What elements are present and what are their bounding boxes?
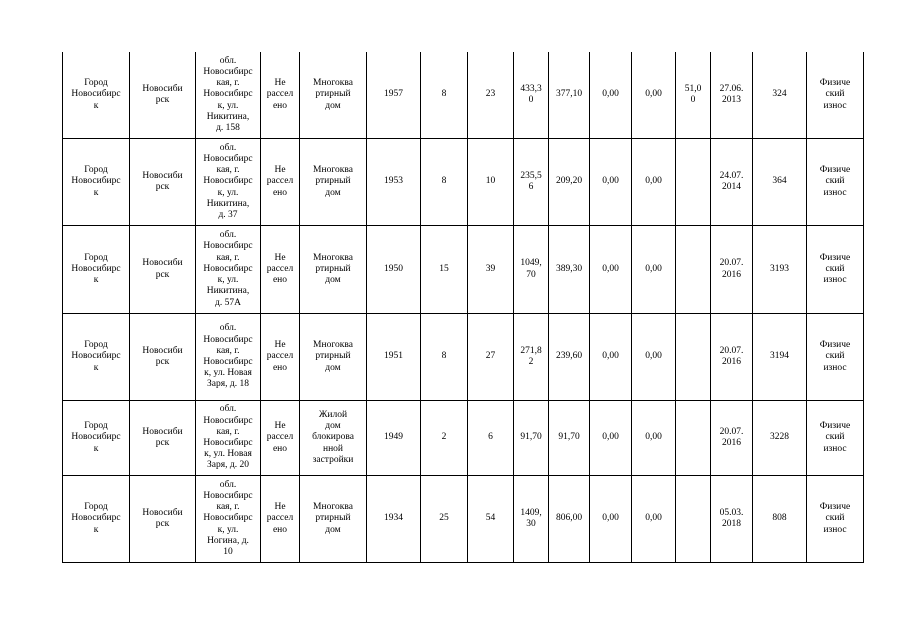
table-row [63,226,864,314]
area-living-cell [549,476,590,563]
area-private-text: 0,00 [602,513,619,524]
table-row [63,476,864,563]
table-row [63,401,864,476]
area-municipal-text: 0,00 [645,351,662,362]
area-municipal-text: 0,00 [645,176,662,187]
area-living-cell [549,139,590,226]
status-text: Не рассел ено [266,165,294,198]
floors-cell [421,139,468,226]
city-text: Город Новосибирс к [71,78,121,111]
district-text: Новосиби рск [142,258,183,280]
decision-number-text: 364 [772,176,787,187]
area-total-text: 235,5 6 [520,170,542,192]
building-type-text: Многоква ртирный дом [313,78,353,111]
status-cell [261,314,300,401]
residents-cell [468,314,514,401]
city-cell [63,314,130,401]
area-living-cell [549,314,590,401]
area-municipal-cell [632,52,676,139]
decision-number-text: 3194 [770,351,789,362]
decision-number-text: 324 [772,89,787,100]
area-living-cell [549,226,590,314]
building-type-cell [300,314,367,401]
reason-cell [807,52,864,139]
status-cell [261,226,300,314]
year-cell [367,314,421,401]
decision-date-text: 20.07. 2016 [719,345,744,367]
address-text: обл. Новосибирс кая, г. Новосибирс к, ул. Новая Заря, д. 20 [203,404,253,471]
table-row [63,52,864,139]
decision-date-text: 27.06. 2013 [719,83,744,105]
address-text: обл. Новосибирс кая, г. Новосибирс к, ул. Новая Заря, д. 18 [203,323,253,390]
floors-cell [421,314,468,401]
reason-text: Физиче ский износ [819,502,851,535]
area-living-cell [549,52,590,139]
area-living-text: 209,20 [555,176,583,187]
area-private-cell [590,226,632,314]
area-private-text: 0,00 [602,89,619,100]
table-body [63,52,864,563]
floors-text: 2 [441,432,447,443]
area-total-text: 433,3 0 [520,83,542,105]
area-total-cell [514,476,549,563]
building-type-cell [300,226,367,314]
status-cell [261,401,300,476]
address-text: обл. Новосибирс кая, г. Новосибирс к, ул. Никитина, д. 158 [203,55,253,133]
residents-cell [468,52,514,139]
floors-cell [421,226,468,314]
city-cell [63,226,130,314]
area-other-cell [676,314,711,401]
building-type-cell [300,476,367,563]
city-text: Город Новосибирс к [71,252,121,286]
area-private-cell [590,314,632,401]
residents-cell [468,226,514,314]
decision-date-cell [711,401,753,476]
building-type-text: Жилой дом блокирова нной застройки [312,409,354,465]
year-text: 1934 [384,513,403,524]
residents-text: 10 [485,176,496,187]
area-municipal-cell [632,476,676,563]
area-total-cell [514,401,549,476]
residents-cell [468,139,514,226]
building-type-cell [300,52,367,139]
decision-date-text: 20.07. 2016 [719,258,744,280]
status-text: Не рассел ено [266,502,294,535]
address-cell [196,314,261,401]
status-cell [261,476,300,563]
area-total-cell [514,139,549,226]
area-living-text: 91,70 [558,432,580,443]
reason-text: Физиче ский износ [819,340,851,373]
reason-cell [807,401,864,476]
area-other-cell [676,226,711,314]
floors-cell [421,401,468,476]
area-living-text: 239,60 [555,351,583,362]
year-cell [367,226,421,314]
decision-date-cell [711,139,753,226]
city-text: Город Новосибирс к [71,502,121,535]
address-cell [196,52,261,139]
year-text: 1949 [384,432,403,443]
residents-text: 23 [485,89,496,100]
table-row [63,139,864,226]
decision-number-cell [753,476,807,563]
status-cell [261,52,300,139]
area-private-cell [590,401,632,476]
district-cell [130,314,196,401]
district-text: Новосиби рск [142,170,183,192]
year-cell [367,401,421,476]
city-text: Город Новосибирс к [71,421,121,454]
area-municipal-text: 0,00 [645,263,662,274]
area-municipal-text: 0,00 [645,89,662,100]
area-municipal-cell [632,226,676,314]
decision-number-cell [753,52,807,139]
status-text: Не рассел ено [266,252,294,286]
district-cell [130,226,196,314]
decision-number-text: 3193 [770,263,789,274]
building-type-cell [300,401,367,476]
area-private-cell [590,52,632,139]
decision-date-cell [711,52,753,139]
area-municipal-text: 0,00 [645,513,662,524]
address-cell [196,226,261,314]
area-other-cell [676,52,711,139]
reason-cell [807,139,864,226]
residents-cell [468,401,514,476]
area-total-cell [514,314,549,401]
table-row [63,314,864,401]
decision-number-text: 3228 [770,432,789,443]
floors-text: 8 [441,351,447,362]
year-cell [367,52,421,139]
decision-number-cell [753,401,807,476]
district-cell [130,139,196,226]
area-living-text: 806,00 [555,513,583,524]
area-municipal-cell [632,314,676,401]
area-total-text: 1409, 30 [520,507,542,529]
area-private-cell [590,139,632,226]
area-total-cell [514,226,549,314]
building-type-text: Многоква ртирный дом [313,252,353,286]
address-cell [196,139,261,226]
city-text: Город Новосибирс к [71,340,121,373]
city-text: Город Новосибирс к [71,165,121,198]
building-type-text: Многоква ртирный дом [313,165,353,198]
status-text: Не рассел ено [266,340,294,373]
district-cell [130,52,196,139]
area-other-cell [676,139,711,226]
reason-text: Физиче ский износ [819,165,851,198]
year-text: 1953 [384,176,403,187]
area-private-text: 0,00 [602,351,619,362]
decision-date-cell [711,226,753,314]
decision-number-text: 808 [772,513,787,524]
decision-date-cell [711,314,753,401]
area-other-text: 51,0 0 [684,83,702,105]
decision-date-cell [711,476,753,563]
area-total-text: 1049, 70 [520,258,542,280]
reason-cell [807,226,864,314]
area-private-text: 0,00 [602,176,619,187]
area-living-cell [549,401,590,476]
area-private-text: 0,00 [602,263,619,274]
address-text: обл. Новосибирс кая, г. Новосибирс к, ул. Никитина, д. 37 [203,142,253,220]
decision-date-text: 24.07. 2014 [719,170,744,192]
address-cell [196,401,261,476]
floors-text: 8 [441,89,447,100]
residents-text: 6 [488,432,493,443]
floors-cell [421,52,468,139]
residents-text: 27 [485,351,496,362]
year-text: 1950 [384,263,403,274]
area-private-text: 0,00 [602,432,619,443]
housing-registry-table [62,52,864,563]
area-total-text: 91,70 [520,432,542,443]
area-municipal-cell [632,139,676,226]
address-text: обл. Новосибирс кая, г. Новосибирс к, ул. Ногина, д. 10 [203,479,253,557]
city-cell [63,52,130,139]
residents-cell [468,476,514,563]
year-text: 1957 [384,89,403,100]
building-type-text: Многоква ртирный дом [313,340,353,373]
district-cell [130,476,196,563]
year-text: 1951 [384,351,403,362]
reason-cell [807,314,864,401]
district-cell [130,401,196,476]
status-cell [261,139,300,226]
decision-date-text: 05.03. 2018 [719,507,744,529]
reason-text: Физиче ский износ [819,78,851,111]
building-type-cell [300,139,367,226]
floors-cell [421,476,468,563]
reason-cell [807,476,864,563]
area-private-cell [590,476,632,563]
address-cell [196,476,261,563]
decision-number-cell [753,314,807,401]
area-living-text: 389,30 [555,263,583,274]
year-cell [367,476,421,563]
floors-text: 15 [439,263,449,274]
decision-number-cell [753,226,807,314]
reason-text: Физиче ский износ [819,252,851,286]
city-cell [63,476,130,563]
floors-text: 25 [439,513,449,524]
area-municipal-cell [632,401,676,476]
area-total-cell [514,52,549,139]
residents-text: 39 [485,263,496,274]
floors-text: 8 [441,176,447,187]
district-text: Новосиби рск [142,426,183,448]
status-text: Не рассел ено [266,78,294,111]
year-cell [367,139,421,226]
residents-text: 54 [485,513,496,524]
district-text: Новосиби рск [142,345,183,367]
decision-number-cell [753,139,807,226]
area-living-text: 377,10 [555,89,583,100]
district-text: Новосиби рск [142,507,183,529]
area-other-cell [676,476,711,563]
city-cell [63,139,130,226]
district-text: Новосиби рск [142,83,183,105]
reason-text: Физиче ский износ [819,421,851,454]
city-cell [63,401,130,476]
status-text: Не рассел ено [266,421,294,454]
building-type-text: Многоква ртирный дом [313,502,353,535]
area-municipal-text: 0,00 [645,432,662,443]
area-total-text: 271,8 2 [520,345,542,367]
address-text: обл. Новосибирс кая, г. Новосибирс к, ул. Никитина, д. 57А [203,230,253,308]
decision-date-text: 20.07. 2016 [719,426,744,448]
area-other-cell [676,401,711,476]
